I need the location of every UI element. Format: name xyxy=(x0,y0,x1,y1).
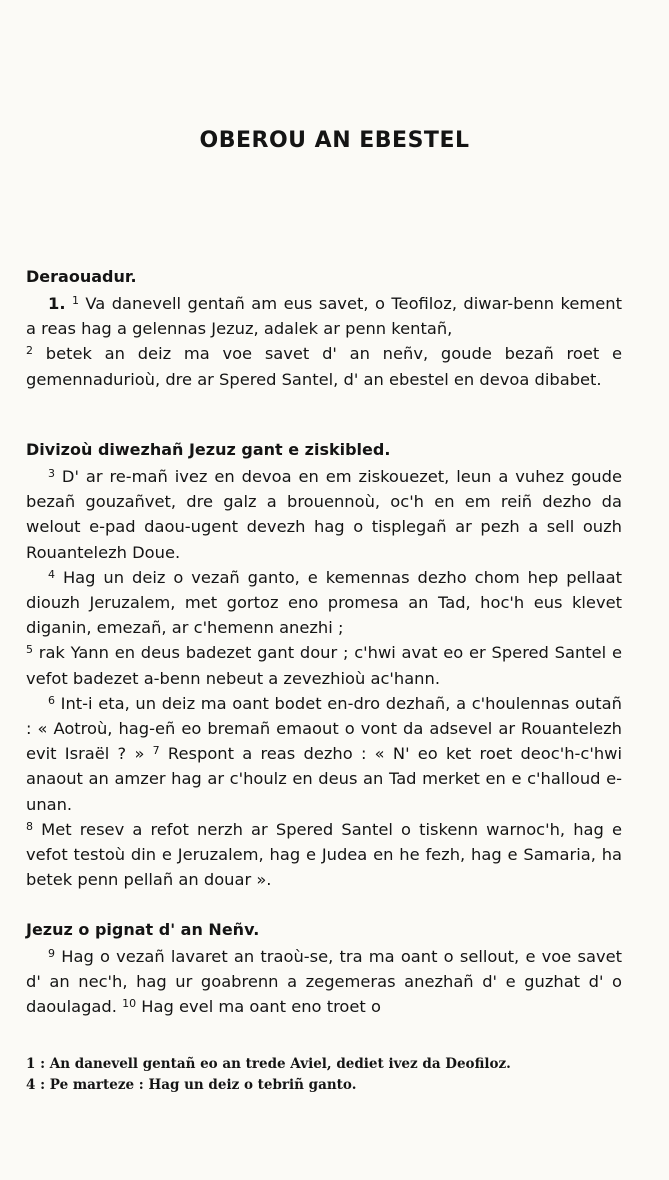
section-prologue xyxy=(26,264,622,392)
verse-number: 7 xyxy=(152,744,160,758)
paragraph xyxy=(26,291,622,392)
section-last-instructions xyxy=(26,437,622,892)
section-heading: Jezuz o pignat d' an Neñv. xyxy=(26,920,260,939)
paragraph xyxy=(26,944,622,1020)
verse-text: D' ar re-mañ ivez en devoa en em ziskouezet, leun a vuhez goude bezañ gouzañvet, dre galz a brouennoù, oc'h en em reiñ dezho da welout e-pad daou-ugent devezh hag o tisplegañ ar pezh a sell ouzh Rouantelezh Doue. xyxy=(26,467,622,562)
verse-number: 9 xyxy=(48,947,55,960)
verse-text: Respont a reas dezho : « N' eo ket roet deoc'h-c'hwi anaout an amzer hag ar c'houlz en deus an Tad merket en e c'halloud e-unan. xyxy=(26,744,622,814)
book-title: OBEROU AN EBESTEL xyxy=(199,128,470,153)
paragraph xyxy=(26,691,622,893)
section-ascension xyxy=(26,917,622,1020)
verse-text: Met resev a refot nerzh ar Spered Santel o tiskenn warnoc'h, hag e vefot testoù din e Jeruzalem, hag e Judea en he fezh, hag e Samaria, ha betek penn pellañ an douar ». xyxy=(26,819,622,890)
section-heading: Divizoù diwezhañ Jezuz gant e ziskibled. xyxy=(26,440,391,459)
verse-text: betek an deiz ma voe savet d' an neñv, goude bezañ roet e gemennadurioù, dre ar Spered Santel, d' an ebestel en devoa dibabet. xyxy=(26,344,622,389)
verse-number: 4 xyxy=(48,567,55,581)
footnotes xyxy=(26,1054,636,1096)
verse-text: Va danevell gentañ am eus savet, o Teofiloz, diwar-benn kement a reas hag a gelennas Jezuz, adalek ar penn kentañ, xyxy=(26,294,622,339)
paragraph xyxy=(26,464,622,565)
verse-text: Hag un deiz o vezañ ganto, e kemennas dezho chom hep pellaat diouzh Jeruzalem, met gortoz eno promesa an Tad, hoc'h eus klevet diganin, emezañ, ar c'hemenn anezhi ; xyxy=(26,567,622,638)
verse-text: rak Yann en deus badezet gant dour ; c'hwi avat eo er Spered Santel e vefot badezet a-benn nebeut a zevezhioù ac'hann. xyxy=(26,643,622,688)
verse-number: 8 xyxy=(26,819,33,833)
verse-number: 6 xyxy=(48,693,55,707)
footnote: 4 : Pe marteze : Hag un deiz o tebriñ ganto. xyxy=(26,1077,357,1093)
verse-text: Hag evel ma oant eno troet o xyxy=(141,997,381,1017)
footnote: 1 : An danevell gentañ eo an trede Aviel, dediet ivez da Deofiloz. xyxy=(26,1056,511,1072)
verse-text: Hag o vezañ lavaret an traoù-se, tra ma oant o sellout, e voe savet d' an nec'h, hag ur goabrenn a zegemeras anezhañ d' e guzhat d' o daoulagad. xyxy=(26,947,622,1017)
verse-number: 5 xyxy=(26,643,33,657)
section-heading: Deraouadur. xyxy=(26,267,137,286)
verse-number: 2 xyxy=(26,344,33,358)
verse-number: 10 xyxy=(122,997,137,1011)
verse-number: 3 xyxy=(48,467,55,480)
chapter-number: 1. xyxy=(48,294,66,313)
verse-text: Int-i eta, un deiz ma oant bodet en-dro dezhañ, a c'houlennas outañ : « Aotroù, hag-eñ eo bremañ emaout o vont da adsevel ar Rouantelezh evit Israël ? » xyxy=(26,693,622,764)
verse-number: 1 xyxy=(71,294,79,307)
paragraph xyxy=(26,565,622,691)
